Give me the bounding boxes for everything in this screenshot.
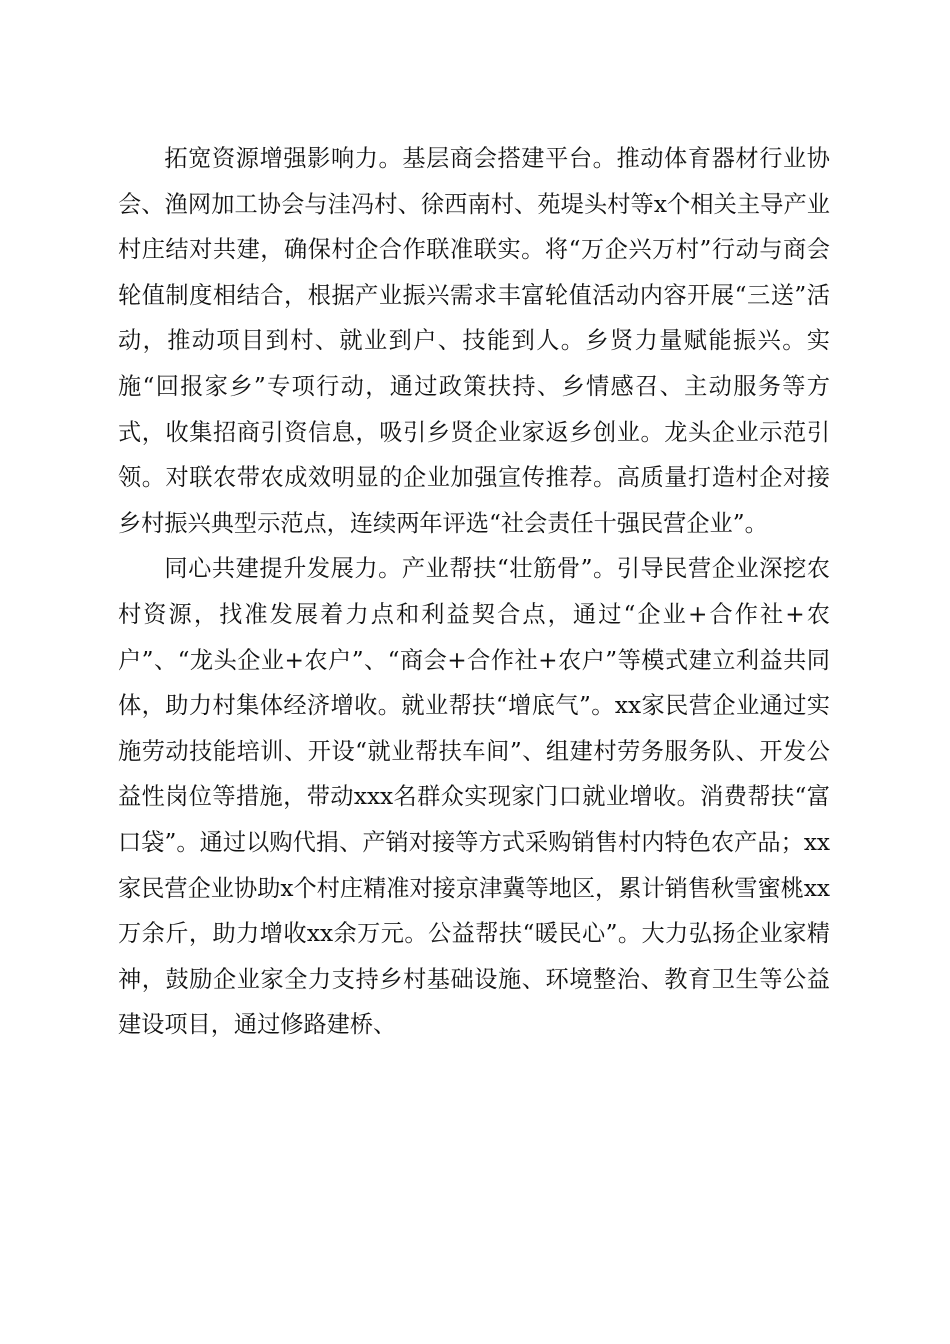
body-text	[118, 136, 830, 1048]
paragraph-co-construction: 同心共建提升发展力。产业帮扶“壮筋骨”。引导民营企业深挖农村资源，找准发展着力点和利益契合点，通过“企业+合作社+农户”、“龙头企业+农户”、“商会+合作社+农户”等模式建立利益共同体，助力村集体经济增收。就业帮扶“增底气”。xx家民营企业通过实施劳动技能培训、开设“就业帮扶车间”、组建村劳务服务队、开发公益性岗位等措施，带动xxx名群众实现家门口就业增收。消费帮扶“富口袋”。通过以购代捐、产销对接等方式采购销售村内特色农产品；xx家民营企业协助x个村庄精准对接京津冀等地区，累计销售秋雪蜜桃xx万余斤，助力增收xx余万元。公益帮扶“暖民心”。大力弘扬企业家精神，鼓励企业家全力支持乡村基础设施、环境整治、教育卫生等公益建设项目，通过修路建桥、	[118, 555, 830, 1039]
paragraph-resources: 拓宽资源增强影响力。基层商会搭建平台。推动体育器材行业协会、渔网加工协会与洼冯村、徐西南村、苑堤头村等x个相关主导产业村庄结对共建，确保村企合作联准联实。将“万企兴万村”行动与商会轮值制度相结合，根据产业振兴需求丰富轮值活动内容开展“三送”活动，推动项目到村、就业到户、技能到人。乡贤力量赋能振兴。实施“回报家乡”专项行动，通过政策扶持、乡情感召、主动服务等方式，收集招商引资信息，吸引乡贤企业家返乡创业。龙头企业示范引领。对联农带农成效明显的企业加强宣传推荐。高质量打造村企对接乡村振兴典型示范点，连续两年评选“社会责任十强民营企业”。	[118, 145, 830, 537]
